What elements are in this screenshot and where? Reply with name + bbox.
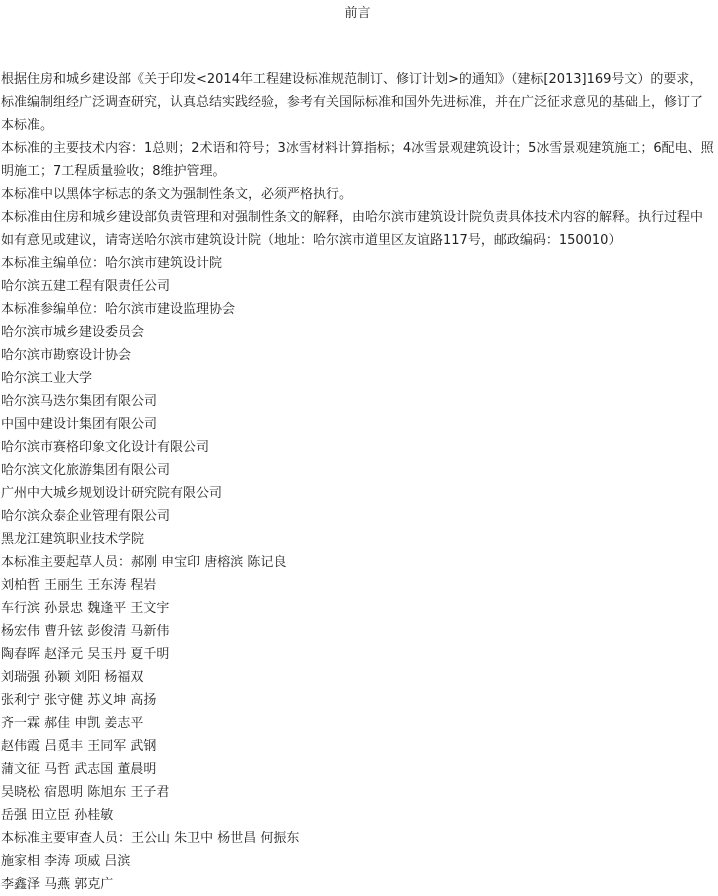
reviewers-line: 本标准主要审查人员：王公山 朱卫中 杨世昌 何振东 bbox=[1, 831, 300, 846]
paragraph-basis: 根据住房和城乡建设部《关于印发<2014年工程建设标准规范制订、修订计划>的通知》（建标[2013]169号文）的要求，标准编制组经广泛调查研究，认真总结实践经验，参考有关国际标准和国外先进标准，并在广泛征求意见的基础上，修订了本标准。 bbox=[1, 72, 704, 133]
drafters-line: 蒲文征 马哲 武志国 董晨明 bbox=[1, 762, 157, 777]
participating-unit: 哈尔滨工业大学 bbox=[1, 371, 93, 386]
drafters-line: 本标准主要起草人员：郝刚 申宝印 唐榕滨 陈记良 bbox=[1, 555, 287, 570]
reviewers-line: 施家相 李涛 项威 吕滨 bbox=[1, 854, 131, 869]
participating-unit: 哈尔滨市赛格印象文化设计有限公司 bbox=[1, 440, 210, 455]
drafters-line: 杨宏伟 曹升铉 彭俊清 马新伟 bbox=[1, 624, 170, 639]
participating-unit: 中国中建设计集团有限公司 bbox=[1, 417, 158, 432]
drafters-line: 齐一霖 郝佳 申凯 姜志平 bbox=[1, 716, 144, 731]
drafters-line: 刘瑞强 孙颖 刘阳 杨福双 bbox=[1, 670, 144, 685]
participating-unit: 哈尔滨市勘察设计协会 bbox=[1, 348, 132, 363]
participating-unit: 本标准参编单位：哈尔滨市建设监理协会 bbox=[1, 302, 236, 317]
participating-unit: 广州中大城乡规划设计研究院有限公司 bbox=[1, 486, 223, 501]
participating-unit: 哈尔滨市城乡建设委员会 bbox=[1, 325, 145, 340]
title-spacer bbox=[1, 23, 714, 68]
drafters-line: 陶春晖 赵泽元 吴玉丹 夏千明 bbox=[1, 647, 170, 662]
drafters-line: 车行滨 孙景忠 魏逢平 王文宇 bbox=[1, 601, 170, 616]
participating-unit: 哈尔滨文化旅游集团有限公司 bbox=[1, 463, 171, 478]
page-title: 前言 bbox=[344, 6, 371, 21]
drafters-line: 赵伟霞 吕觅丰 王同军 武钢 bbox=[1, 739, 157, 754]
paragraph-main-content: 本标准的主要技术内容：1总则；2术语和符号；3冰雪材料计算指标；4冰雪景观建筑设计；5冰雪景观建筑施工；6配电、照明施工；7工程质量验收；8维护管理。 bbox=[1, 141, 714, 179]
unit-and-staff-list bbox=[1, 252, 714, 896]
chief-editor-unit: 本标准主编单位：哈尔滨市建筑设计院 bbox=[1, 256, 223, 271]
reviewers-line: 李鑫泽 马燕 郭克广 bbox=[1, 877, 114, 892]
drafters-line: 刘柏哲 王丽生 王东涛 程岩 bbox=[1, 578, 157, 593]
drafters-line: 吴晓松 宿恩明 陈旭东 王子君 bbox=[1, 785, 170, 800]
participating-unit: 黑龙江建筑职业技术学院 bbox=[1, 532, 145, 547]
participating-unit: 哈尔滨马迭尔集团有限公司 bbox=[1, 394, 158, 409]
participating-unit: 哈尔滨众泰企业管理有限公司 bbox=[1, 509, 171, 524]
chief-editor-unit-2: 哈尔滨五建工程有限责任公司 bbox=[1, 279, 171, 294]
drafters-line: 张利宁 张守健 苏义坤 高扬 bbox=[1, 693, 157, 708]
paragraph-management: 本标准由住房和城乡建设部负责管理和对强制性条文的解释，由哈尔滨市建筑设计院负责具体技术内容的解释。执行过程中如有意见或建议，请寄送哈尔滨市建筑设计院（地址：哈尔滨市道里区友谊路117号，邮政编码：150010） bbox=[1, 210, 704, 248]
paragraph-mandatory: 本标准中以黑体字标志的条文为强制性条文，必须严格执行。 bbox=[1, 187, 353, 202]
drafters-line: 岳强 田立臣 孙桂敏 bbox=[1, 808, 114, 823]
